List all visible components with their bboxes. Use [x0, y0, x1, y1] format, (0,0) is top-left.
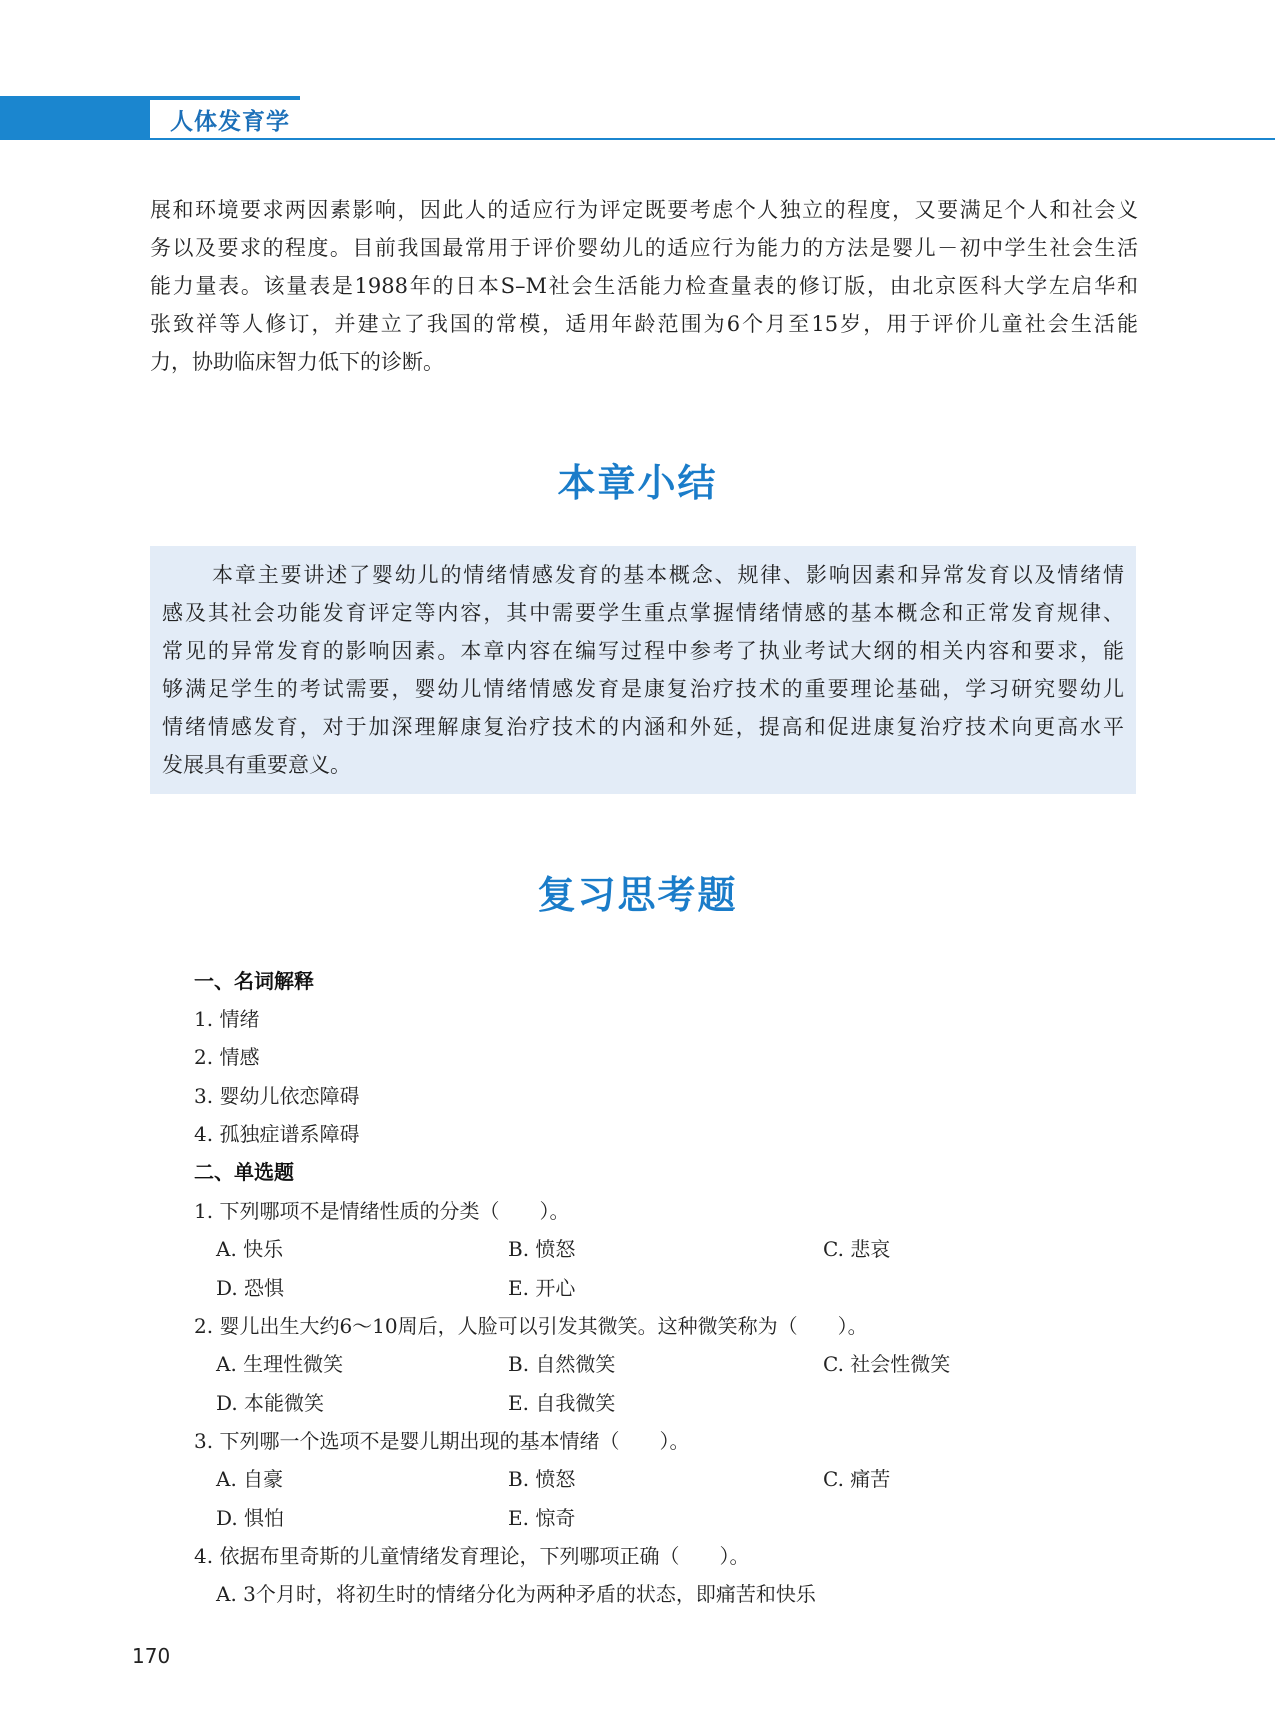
option: A. 自豪	[216, 1467, 284, 1491]
intro-line: 力，协助临床智力低下的诊断。	[150, 350, 444, 374]
intro-line: 张致祥等人修订，并建立了我国的常模，适用年龄范围为6个月至15岁，用于评价儿童社会生活能	[150, 312, 1138, 336]
option: E. 自我微笑	[508, 1391, 616, 1415]
option: A. 3个月时，将初生时的情绪分化为两种矛盾的状态，即痛苦和快乐	[216, 1582, 816, 1606]
question-stem: 3. 下列哪一个选项不是婴儿期出现的基本情绪（ ）。	[194, 1429, 690, 1453]
option: E. 开心	[508, 1276, 576, 1300]
intro-line: 展和环境要求两因素影响，因此人的适应行为评定既要考虑个人独立的程度，又要满足个人和社会义	[150, 198, 1138, 222]
option: B. 自然微笑	[508, 1352, 616, 1376]
term-item: 3. 婴幼儿依恋障碍	[194, 1084, 360, 1108]
summary-line: 本章主要讲述了婴幼儿的情绪情感发育的基本概念、规律、影响因素和异常发育以及情绪情	[212, 563, 1124, 587]
option: A. 生理性微笑	[216, 1352, 344, 1376]
option: D. 恐惧	[216, 1276, 285, 1300]
option: B. 愤怒	[508, 1237, 576, 1261]
intro-paragraph	[150, 191, 1138, 381]
question-stem: 4. 依据布里奇斯的儿童情绪发育理论，下列哪项正确（ ）。	[194, 1544, 750, 1568]
term-item: 2. 情感	[194, 1045, 260, 1069]
book-title: 人体发育学	[170, 109, 290, 135]
summary-line: 感及其社会功能发育评定等内容，其中需要学生重点掌握情绪情感的基本概念和正常发育规律、	[162, 601, 1124, 625]
term-item: 4. 孤独症谱系障碍	[194, 1122, 360, 1146]
summary-line: 情绪情感发育，对于加深理解康复治疗技术的内涵和外延，提高和促进康复治疗技术向更高水平	[162, 715, 1124, 739]
option: D. 惧怕	[216, 1506, 285, 1530]
option: D. 本能微笑	[216, 1391, 325, 1415]
option: C. 悲哀	[823, 1237, 891, 1261]
question-stem: 1. 下列哪项不是情绪性质的分类（ ）。	[194, 1199, 570, 1223]
summary-text	[162, 556, 1124, 784]
intro-line: 务以及要求的程度。目前我国最常用于评价婴幼儿的适应行为能力的方法是婴儿－初中学生社会生活	[150, 236, 1138, 260]
summary-line: 发展具有重要意义。	[162, 753, 351, 777]
option: C. 痛苦	[823, 1467, 891, 1491]
section-heading-single-choice: 二、单选题	[194, 1160, 294, 1184]
term-item: 1. 情绪	[194, 1007, 260, 1031]
option: E. 惊奇	[508, 1506, 576, 1530]
option: C. 社会性微笑	[823, 1352, 951, 1376]
option: B. 愤怒	[508, 1467, 576, 1491]
page-number: 170	[132, 1644, 171, 1668]
intro-line: 能力量表。该量表是1988年的日本S–M社会生活能力检查量表的修订版，由北京医科大学左启华和	[150, 274, 1138, 298]
section-heading-terms: 一、名词解释	[194, 969, 314, 993]
review-title: 复习思考题	[537, 873, 738, 917]
question-stem: 2. 婴儿出生大约6～10周后，人脸可以引发其微笑。这种微笑称为（ ）。	[194, 1314, 868, 1338]
option: A. 快乐	[216, 1237, 284, 1261]
summary-line: 常见的异常发育的影响因素。本章内容在编写过程中参考了执业考试大纲的相关内容和要求，能	[162, 639, 1124, 663]
header-rule	[150, 138, 1275, 140]
summary-title: 本章小结	[557, 461, 718, 505]
summary-line: 够满足学生的考试需要，婴幼儿情绪情感发育是康复治疗技术的重要理论基础，学习研究婴幼儿	[162, 677, 1124, 701]
